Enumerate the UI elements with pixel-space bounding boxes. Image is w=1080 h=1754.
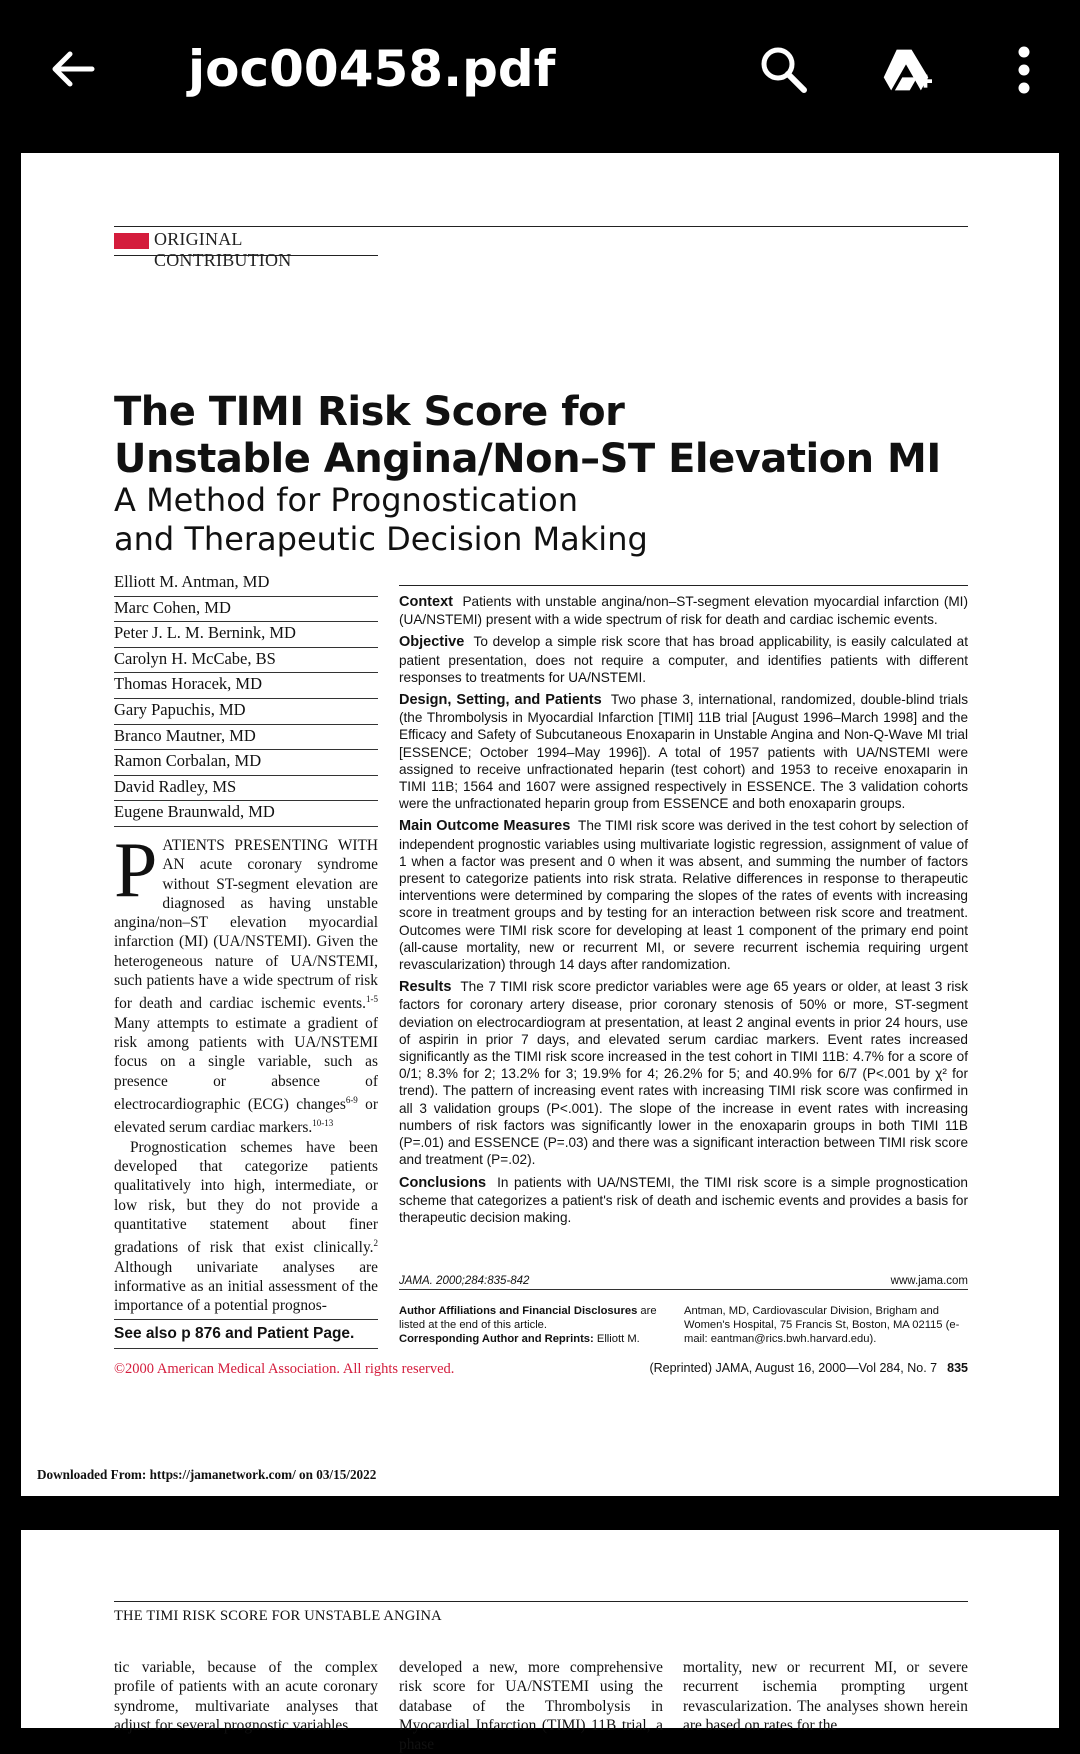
body-text-column bbox=[114, 826, 379, 1316]
article-title: The TIMI Risk Score for Unstable Angina/Non–ST Elevation MI bbox=[114, 389, 941, 482]
author: Eugene Braunwald, MD bbox=[114, 801, 378, 827]
copyright: ©2000 American Medical Association. All rights reserved. bbox=[114, 1361, 455, 1377]
arrow-left-icon[interactable] bbox=[48, 44, 98, 94]
section-tag-marker bbox=[114, 233, 149, 249]
author: Ramon Corbalan, MD bbox=[114, 750, 378, 776]
author: Thomas Horacek, MD bbox=[114, 673, 378, 699]
running-head: THE TIMI RISK SCORE FOR UNSTABLE ANGINA bbox=[114, 1608, 442, 1624]
body-text-column: tic variable, because of the complex profile of patients with an acute coronary syndrome, multivariate analyses that adjust for several prognostic variables bbox=[114, 1659, 378, 1734]
author: Carolyn H. McCabe, BS bbox=[114, 648, 378, 674]
drop-cap: P bbox=[114, 826, 158, 913]
section-tag: ORIGINAL CONTRIBUTION bbox=[114, 229, 378, 256]
more-vertical-icon[interactable] bbox=[998, 44, 1050, 96]
author: David Radley, MS bbox=[114, 776, 378, 802]
author: Gary Papuchis, MD bbox=[114, 699, 378, 725]
page-footer: (Reprinted) JAMA, August 16, 2000—Vol 284, No. 7 835 bbox=[649, 1361, 968, 1375]
article-subtitle: A Method for Prognostication and Therapeutic Decision Making bbox=[114, 481, 648, 558]
body-paragraph: Prognostication schemes have been developed that categorize patients qualitatively into high, intermediate, or low risk, but they do not provide a quantitative statement about finer gradations of risk that exist clinically.$^2$ Although univariate analyses are informative as an initial assessment of the importance of a potential prognos- bbox=[114, 1138, 378, 1315]
body-paragraph: PATIENTS PRESENTING WITH AN acute coronary syndrome without ST-segment elevation are diagnosed as having unstable angina/non–ST elevation myocardial infarction (MI) (UA/NSTEMI). Given the heterogeneous nature of UA/NSTEMI, such patients have a wide spectrum of risk for death and cardiac ischemic events.$^{1-5}$ Many attempts to estimate a gradient of risk among patients with UA/NSTEMI focus on a single variable, such as presence or absence of electrocardiographic (ECG) changes$^{6-9}$ or elevated serum cardiac markers.$^{10-13}$ bbox=[114, 826, 379, 1137]
author: Marc Cohen, MD bbox=[114, 597, 378, 623]
author: Peter J. L. M. Bernink, MD bbox=[114, 622, 378, 648]
pdf-page-2 bbox=[21, 1530, 1059, 1754]
search-icon[interactable] bbox=[758, 44, 810, 96]
pdf-page-1: ORIGINAL CONTRIBUTION The TIMI Risk Score for Unstable Angina/Non–ST Elevation MI A Method for Prognostication and Therapeutic Decision Making Elliott M. Antman, MD Marc Cohen, MD Peter J. L. M. Bernink, MD Carolyn H. McCabe, BS Thomas Horacek, MD Gary Papuchis, MD Branco Mautner, MD Ramon Corbalan, MD David Radley, MS Eugene Braunwald, MD PATIENTS PRESENTING WITH AN acute coronary syndrome without ST-segment elevation are diagnosed as having unstable angina/non–ST elevation myocardial infarction (MI) (UA/NSTEMI). Given the heterogeneous nature of UA/NSTEMI, such patients have a wide spectrum of risk for death and cardiac ischemic events.$^{1-5}$ Many attempts to estimate a gradient of risk among patients with UA/NSTEMI focus on a single variable, such as presence or absence of electrocardiographic (ECG) changes$^{6-9}$ or elevated serum cardiac markers.$^{10-13}$ Prognostication schemes have been developed that categorize patients qualitatively into high, intermediate, or low risk, but they do not provide a quantitative statement about finer gradations of risk that exist clinically.$^2$ Although univariate analyses are informative as an initial assessment of the importance of a potential prognos- See also p 876 and Patient Page. Context Patients with unstable angina/non–ST-segment elevation myocardial infarction (MI) (UA/NSTEMI) present with a wide spectrum of risk for death and cardiac ischemic events. Objective To develop a simple risk score that has broad applicability, is easily calculated at patient presentation, does not require a computer, and identifies patients with different responses to treatments for UA/NSTEMI. Design, Setting, and Patients Two phase 3, international, randomized, double-blind trials (the Thrombolysis in Myocardial Infarction [TIMI] 11B trial [August 1996–March 1998] and the Efficacy and Safety of Subcutaneous Enoxaparin in Unstable Angina and Non-Q-Wave MI trial [ESSENCE; October 1994–May 1996]). A total of 1957 patients with UA/NSTEMI were assigned to receive unfractionated heparin (test cohort) and 1953 to receive enoxaparin in TIMI 11B; 1564 and 1607 were assigned respectively in ESSENCE. The 3 validation cohorts were the unfractionated heparin group from ESSENCE and both enoxaparin groups. Main Outcome Measures The TIMI risk score was derived in the test cohort by selection of independent prognostic variables using multivariate logistic regression, assignment of value of 1 when a factor was present and 0 when it was absent, and summing the number of factors present to categorize patients into risk strata. Relative differences in response to therapeutic interventions were determined by comparing the slopes of the rates of events with increasing score in treatment groups and by testing for an interaction between risk score and treatment. Outcomes were TIMI risk score for developing at least 1 component of the primary end point (all-cause mortality, new or recurrent MI, or severe recurrent ischemia requiring urgent revascularization) through 14 days after randomization. Results The 7 TIMI risk score predictor variables were age 65 years or older, at least 3 risk factors for coronary artery disease, prior coronary stenosis of 50% or more, ST-segment deviation on electrocardiogram at presentation, at least 2 anginal events in prior 24 hours, use of aspirin in prior 7 days, and elevated serum cardiac markers. Event rates increased significantly as the TIMI risk score increased in the test cohort in TIMI 11B: 4.7% for a score of 0/1; 8.3% for 2; 13.2% for 3; 19.9% for 4; 26.2% for 5; and 40.9% for 6/7 (P<.001 by χ² for trend). The pattern of increasing event rates with increasing TIMI risk score was confirmed in all 3 validation groups (P<.001). The slope of the increase in event rates with increasing numbers of risk factors was significantly lower in the enoxaparin groups in both TIMI 11B (P=.01) and ESSENCE (P=.03) and there was a significant interaction between TIMI risk score and treatment (P=.02). Conclusions In patients with UA/NSTEMI, the TIMI risk score is a simple prognostication scheme that categorizes a patient's risk of death and ischemic events and provides a basis for therapeutic decision making. JAMA. 2000;284:835-842 www.jama.com Author Affiliations and Financial Disclosures are listed at the end of this article. Corresponding Author and Reprints: Elliott M. Antman, MD, Cardiovascular Division, Brigham and Women's Hospital, 75 Francis St, Boston, MA 02115 (e-mail: eantman@rics.bwh.harvard.edu). ©2000 American Medical Association. All rights reserved. (Reprinted) JAMA, August 16, 2000—Vol 284, No. 7 835 Downloaded From: https://jamanetwork.com/ on 03/15/2022 bbox=[21, 153, 1059, 1496]
header-rule bbox=[114, 1601, 968, 1602]
citation: JAMA. 2000;284:835-842 bbox=[399, 1275, 530, 1287]
app-bar bbox=[0, 0, 1080, 142]
download-notice: Downloaded From: https://jamanetwork.com/ on 03/15/2022 bbox=[37, 1467, 377, 1482]
abstract: Context Patients with unstable angina/non–ST-segment elevation myocardial infarction (MI) (UA/NSTEMI) present with a wide spectrum of risk for death and cardiac ischemic events. Objective To develop a simple risk score that has broad applicability, is easily calculated at patient presentation, does not require a computer, and identifies patients with different responses to treatments for UA/NSTEMI. Design, Setting, and Patients Two phase 3, international, randomized, double-blind trials (the Thrombolysis in Myocardial Infarction [TIMI] 11B trial [August 1996–March 1998] and the Efficacy and Safety of Subcutaneous Enoxaparin in Unstable Angina and Non-Q-Wave MI trial [ESSENCE; October 1994–May 1996]). A total of 1957 patients with UA/NSTEMI were assigned to receive unfractionated heparin (test cohort) and 1953 to receive enoxaparin in TIMI 11B; 1564 and 1607 were assigned respectively in ESSENCE. The 3 validation cohorts were the unfractionated heparin group from ESSENCE and both enoxaparin groups. Main Outcome Measures The TIMI risk score was derived in the test cohort by selection of independent prognostic variables using multivariate logistic regression, assignment of value of 1 when a factor was present and 0 when it was absent, and summing the number of factors present to categorize patients into risk strata. Relative differences in response to therapeutic interventions were determined by comparing the slopes of the rates of events with increasing score in treatment groups and by testing for an interaction between risk score and treatment. Outcomes were TIMI risk score for developing at least 1 component of the primary end point (all-cause mortality, new or recurrent MI, or severe recurrent ischemia requiring urgent revascularization) through 14 days after randomization. Results The 7 TIMI risk score predictor variables were age 65 years or older, at least 3 risk factors for coronary artery disease, prior coronary stenosis of 50% or more, ST-segment deviation on electrocardiogram at presentation, at least 2 anginal events in prior 24 hours, use of aspirin in prior 7 days, and elevated serum cardiac markers. Event rates increased significantly as the TIMI risk score increased in the test cohort in TIMI 11B: 4.7% for a score of 0/1; 8.3% for 2; 13.2% for 3; 19.9% for 4; 26.2% for 5; and 40.9% for 6/7 (P<.001 by χ² for trend). The pattern of increasing event rates with increasing TIMI risk score was confirmed in all 3 validation groups (P<.001). The slope of the increase in event rates with increasing numbers of risk factors was significantly lower in the enoxaparin groups in both TIMI 11B (P=.01) and ESSENCE (P=.03) and there was a significant interaction between TIMI risk score and treatment (P=.02). Conclusions In patients with UA/NSTEMI, the TIMI risk score is a simple prognostication scheme that categorizes a patient's risk of death and ischemic events and provides a basis for therapeutic decision making. bbox=[399, 585, 968, 1231]
author: Branco Mautner, MD bbox=[114, 725, 378, 751]
body-text-column: developed a new, more comprehensive risk score for UA/NSTEMI using the database of the Thrombolysis in Myocardial Infarction (TIMI) 11B trial, a phase bbox=[399, 1659, 663, 1754]
page-number: 835 bbox=[947, 1361, 968, 1375]
body-text-column: mortality, new or recurrent MI, or severe recurrent ischemia prompting urgent revascularization. The analyses shown herein are based on rates for the bbox=[683, 1659, 968, 1734]
header-rule bbox=[114, 226, 968, 227]
author: Elliott M. Antman, MD bbox=[114, 571, 378, 597]
document-title: joc00458.pdf bbox=[188, 40, 556, 98]
see-also-link[interactable]: See also p 876 and Patient Page. bbox=[114, 1319, 378, 1349]
google-drive-add-icon[interactable] bbox=[880, 44, 932, 96]
citation-line bbox=[399, 1275, 968, 1290]
website-link[interactable]: www.jama.com bbox=[890, 1275, 968, 1287]
author-list bbox=[114, 571, 378, 827]
